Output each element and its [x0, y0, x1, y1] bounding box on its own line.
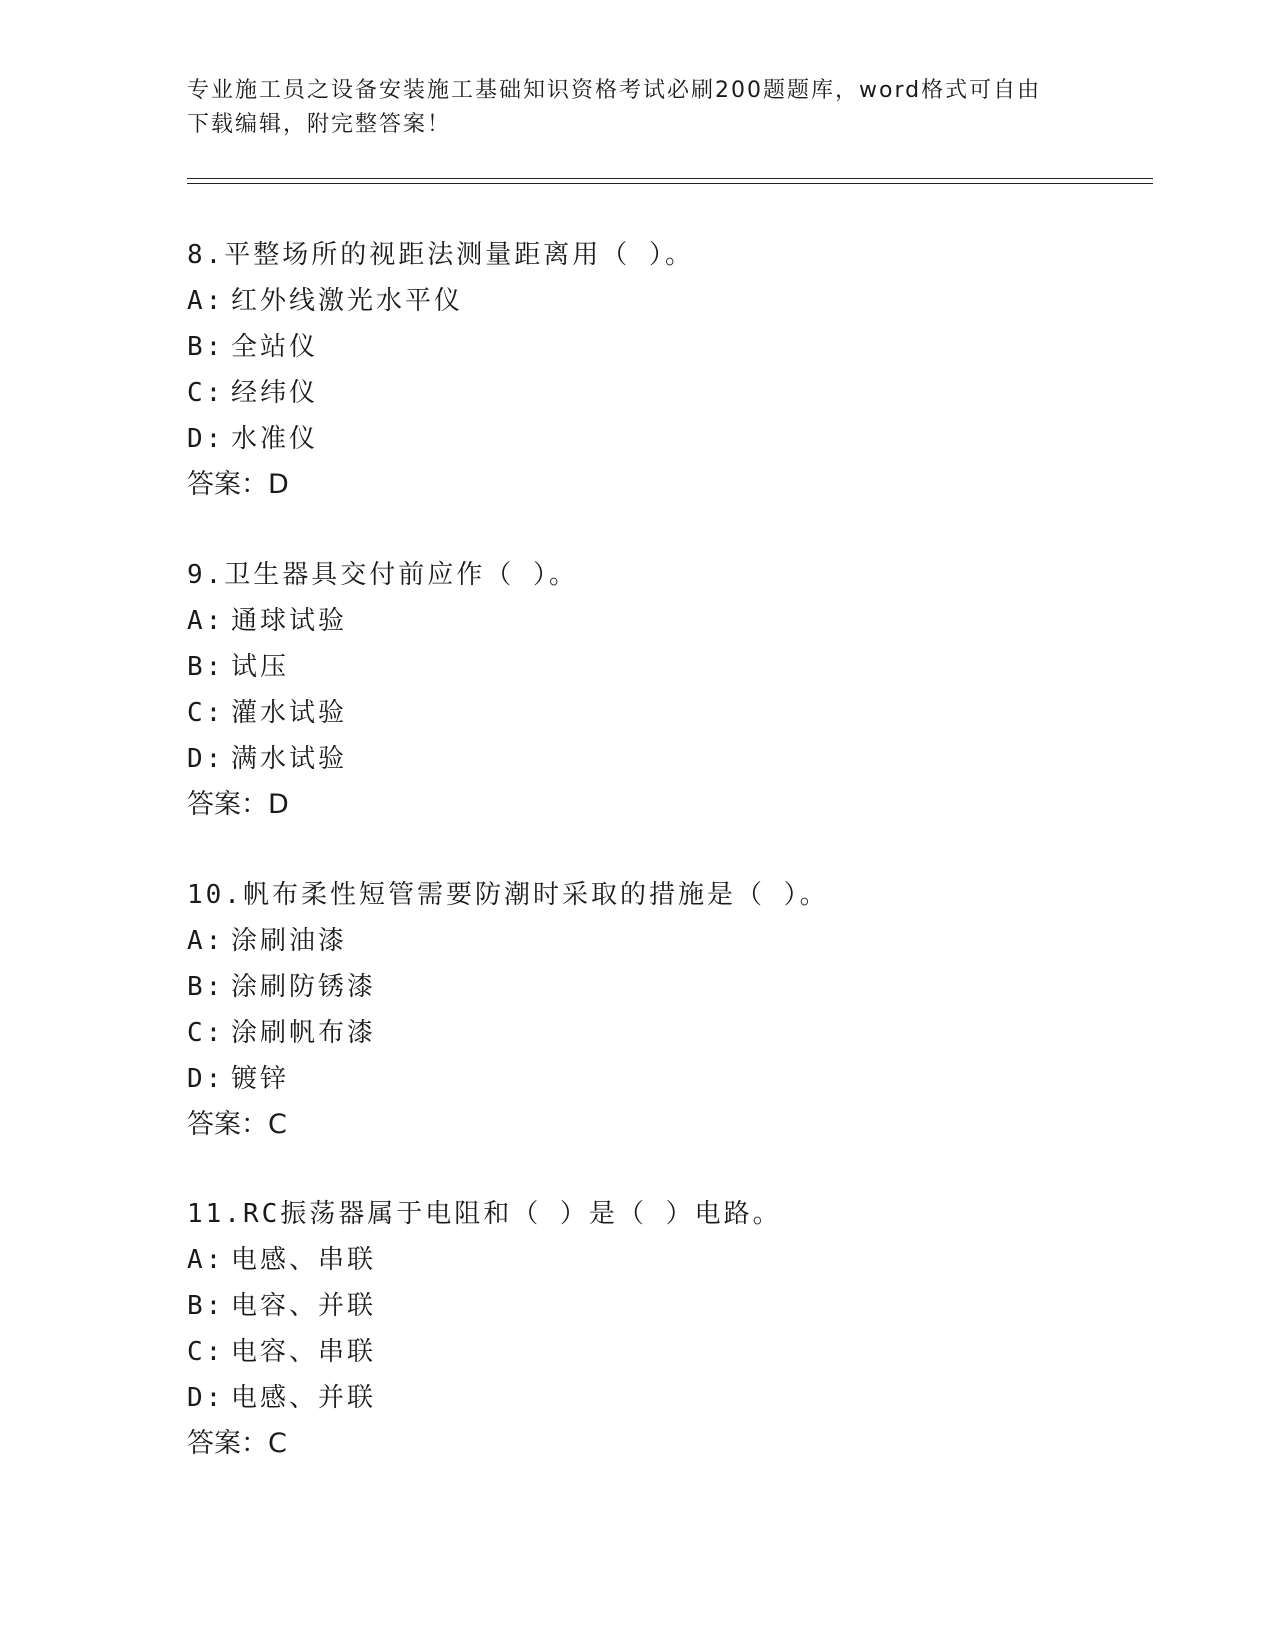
option-b	[187, 324, 1147, 370]
option-b	[187, 1283, 1147, 1329]
option-c	[187, 1010, 1147, 1056]
question-10	[187, 872, 1147, 1148]
option-text: 试压	[231, 652, 290, 682]
option-c	[187, 690, 1147, 736]
question-9	[187, 552, 1147, 828]
option-c	[187, 1329, 1147, 1375]
option-key: C:	[187, 378, 225, 408]
option-text: 电感、并联	[231, 1383, 377, 1413]
option-text: 电感、串联	[231, 1245, 377, 1275]
header-divider-bottom	[187, 183, 1153, 184]
option-c	[187, 370, 1147, 416]
option-key: C:	[187, 1337, 225, 1367]
option-key: B:	[187, 652, 225, 682]
option-key: A:	[187, 286, 225, 316]
option-text: 经纬仪	[231, 378, 319, 408]
question-stem: 10.帆布柔性短管需要防潮时采取的措施是（ ）。	[187, 880, 829, 910]
option-key: D:	[187, 1064, 225, 1094]
option-a	[187, 278, 1147, 324]
question-11	[187, 1191, 1147, 1467]
option-key: B:	[187, 332, 225, 362]
option-key: C:	[187, 1018, 225, 1048]
option-text: 水准仪	[231, 424, 319, 454]
option-key: A:	[187, 606, 225, 636]
answer-line: 答案：D	[187, 789, 289, 820]
option-d	[187, 1375, 1147, 1421]
header-line-2: 下载编辑，附完整答案！	[187, 112, 452, 137]
option-b	[187, 644, 1147, 690]
option-text: 涂刷防锈漆	[231, 972, 377, 1002]
question-stem: 11.RC振荡器属于电阻和（ ）是（ ）电路。	[187, 1199, 782, 1229]
option-key: B:	[187, 1291, 225, 1321]
option-text: 电容、串联	[231, 1337, 377, 1367]
question-8	[187, 232, 1147, 508]
option-d	[187, 1056, 1147, 1102]
header-line-1: 专业施工员之设备安装施工基础知识资格考试必刷200题题库，word格式可自由	[187, 78, 1042, 103]
option-key: D:	[187, 744, 225, 774]
document-header	[187, 74, 1067, 142]
option-a	[187, 598, 1147, 644]
option-d	[187, 416, 1147, 462]
option-a	[187, 918, 1147, 964]
option-key: A:	[187, 1245, 225, 1275]
option-text: 灌水试验	[231, 698, 348, 728]
answer-line: 答案：C	[187, 1109, 287, 1140]
option-text: 镀锌	[231, 1064, 290, 1094]
option-key: A:	[187, 926, 225, 956]
answer-line: 答案：C	[187, 1428, 287, 1459]
question-stem: 9.卫生器具交付前应作（ ）。	[187, 560, 578, 590]
option-text: 涂刷油漆	[231, 926, 348, 956]
option-text: 红外线激光水平仪	[231, 286, 464, 316]
question-stem: 8.平整场所的视距法测量距离用（ ）。	[187, 240, 694, 270]
option-key: D:	[187, 1383, 225, 1413]
option-text: 满水试验	[231, 744, 348, 774]
answer-line: 答案：D	[187, 469, 289, 500]
option-key: B:	[187, 972, 225, 1002]
option-text: 全站仪	[231, 332, 319, 362]
option-text: 通球试验	[231, 606, 348, 636]
option-a	[187, 1237, 1147, 1283]
option-key: D:	[187, 424, 225, 454]
header-divider-top	[187, 178, 1153, 179]
option-text: 涂刷帆布漆	[231, 1018, 377, 1048]
option-d	[187, 736, 1147, 782]
option-key: C:	[187, 698, 225, 728]
option-text: 电容、并联	[231, 1291, 377, 1321]
option-b	[187, 964, 1147, 1010]
